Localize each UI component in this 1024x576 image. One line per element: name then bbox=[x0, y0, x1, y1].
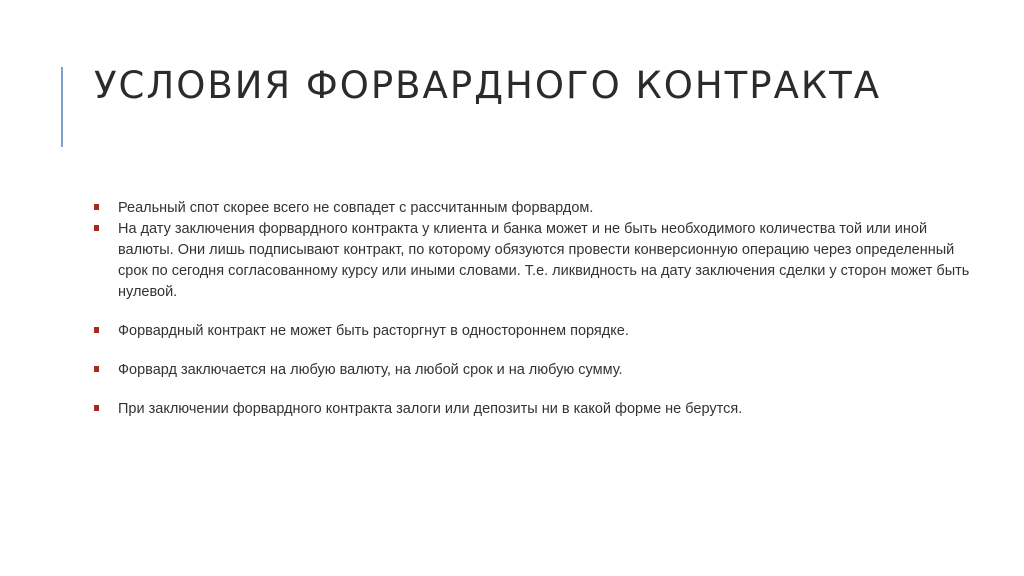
title-accent-line bbox=[61, 67, 63, 147]
bullet-item bbox=[94, 399, 974, 420]
bullet-text: На дату заключения форвардного контракта у клиента и банка может и не быть необходимого количества той или иной валюты. Они лишь подписывают контракт, по которому обязуются провести конверсионную операцию через определенный срок по сегодня согласованному курсу или иными словами. Т.е. ликвидность на дату заключения сделки у сторон может быть нулевой. bbox=[118, 221, 970, 300]
bullet-item bbox=[94, 321, 974, 342]
bullet-text: Форвардный контракт не может быть расторгнут в одностороннем порядке. bbox=[118, 323, 629, 339]
bullet-text: Форвард заключается на любую валюту, на любой срок и на любую сумму. bbox=[118, 362, 623, 378]
bullet-text: Реальный спот скорее всего не совпадет с рассчитанным форвардом. bbox=[118, 200, 594, 216]
bullet-list bbox=[94, 198, 974, 420]
bullet-square-icon bbox=[94, 225, 99, 231]
bullet-square-icon bbox=[94, 405, 99, 411]
bullet-item bbox=[94, 198, 974, 219]
bullet-item bbox=[94, 360, 974, 381]
bullet-square-icon bbox=[94, 366, 99, 372]
bullet-square-icon bbox=[94, 327, 99, 333]
slide-title: УСЛОВИЯ ФОРВАРДНОГО КОНТРАКТА bbox=[94, 64, 882, 107]
bullet-square-icon bbox=[94, 204, 99, 210]
bullet-text: При заключении форвардного контракта залоги или депозиты ни в какой форме не берутся. bbox=[118, 401, 743, 417]
bullet-item bbox=[94, 219, 974, 303]
